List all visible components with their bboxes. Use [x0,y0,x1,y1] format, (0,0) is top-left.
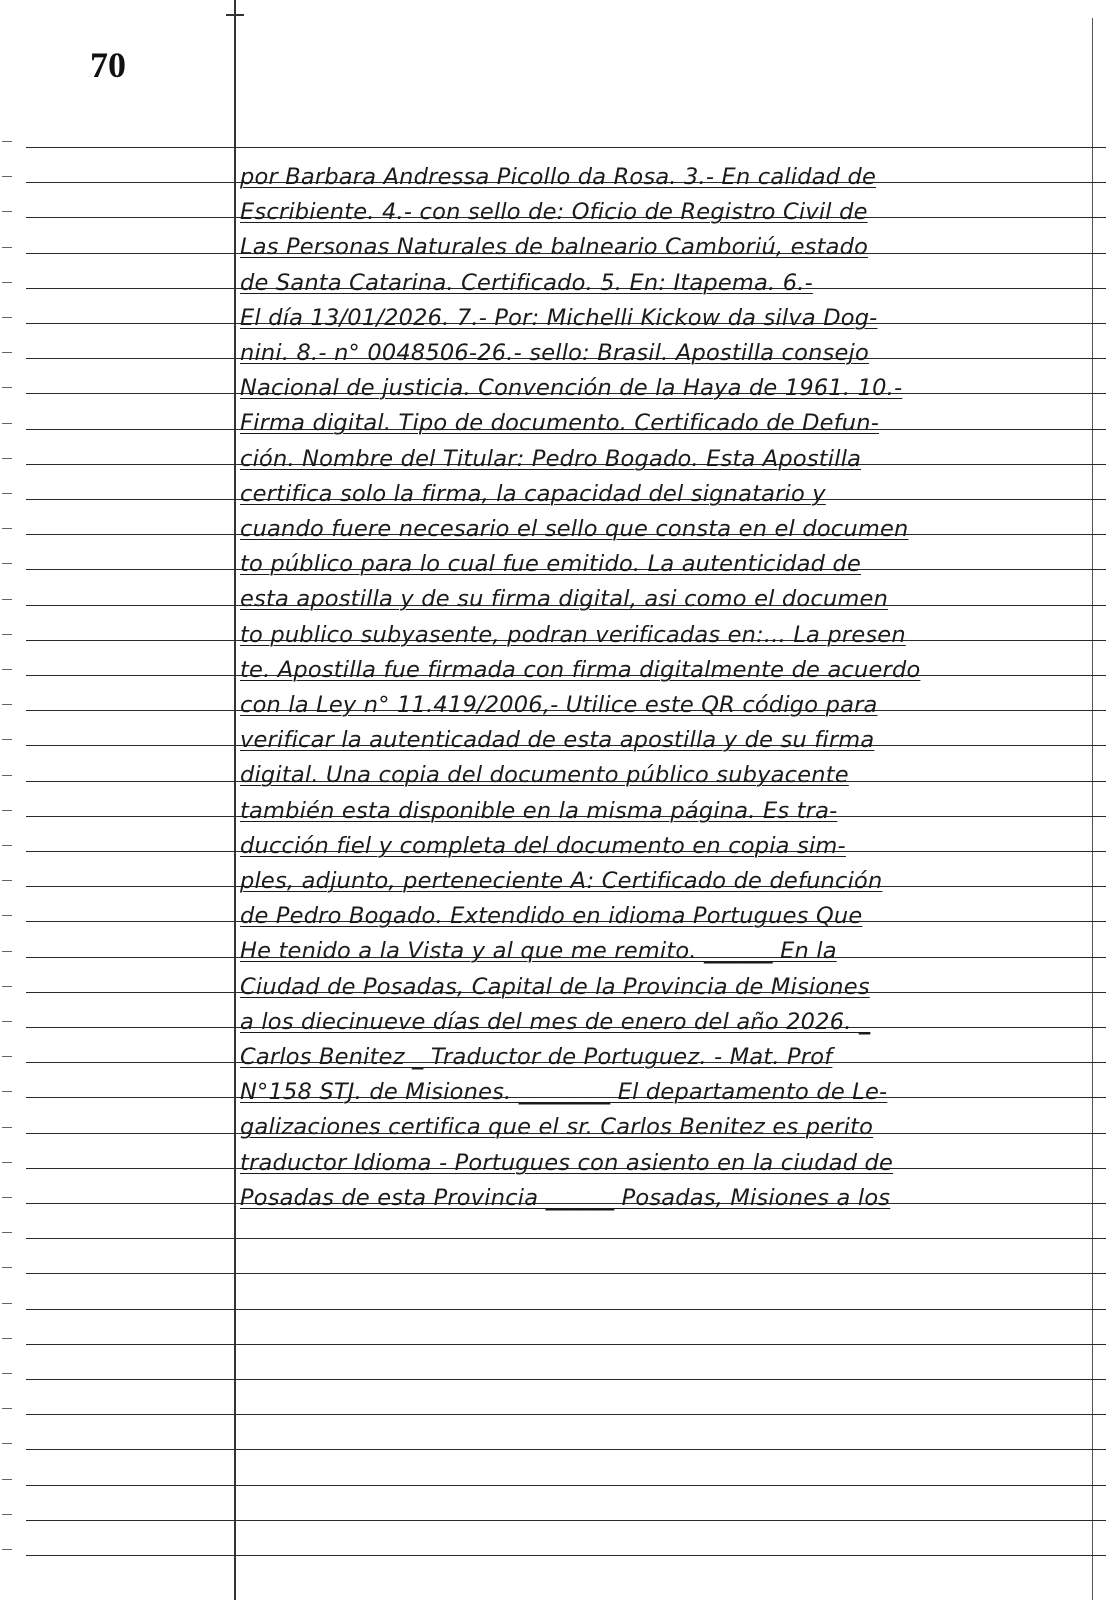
margin-mark [2,247,12,248]
margin-mark [2,1091,12,1092]
margin-mark [2,423,12,424]
margin-mark [2,387,12,388]
margin-mark [2,810,12,811]
ruled-line [26,1309,1106,1310]
text-line: Nacional de justicia. Convención de la Haya de 1961. 10.- [240,375,903,401]
margin-mark [2,1338,12,1339]
ruled-line [26,1344,1106,1345]
margin-mark [2,739,12,740]
margin-mark [2,563,12,564]
ruled-line [26,1520,1106,1521]
margin-mark [2,880,12,881]
text-line: de Pedro Bogado. Extendido en idioma Portugues Que [240,903,863,929]
margin-mark [2,1162,12,1163]
ruled-line [26,1449,1106,1450]
margin-mark [2,704,12,705]
page-number: 70 [90,45,126,85]
text-line: N°158 STJ. de Misiones. ________ El departamento de Le- [240,1079,888,1105]
text-line: con la Ley n° 11.419/2006,- Utilice este QR código para [240,692,878,718]
margin-mark [2,1373,12,1374]
margin-mark [2,282,12,283]
margin-mark [2,669,12,670]
text-line: también esta disponible en la misma página. Es tra- [240,798,838,824]
text-line: El día 13/01/2026. 7.- Por: Michelli Kickow da silva Dog- [240,305,878,331]
text-line: te. Apostilla fue firmada con firma digitalmente de acuerdo [240,657,921,683]
ruled-line [26,1555,1106,1556]
text-line: nini. 8.- n° 0048506-26.- sello: Brasil. Apostilla consejo [240,340,869,366]
margin-mark [2,1127,12,1128]
text-line: Carlos Benitez _ Traductor de Portuguez. - Mat. Prof [240,1044,833,1070]
ruled-line [26,1485,1106,1486]
text-line: de Santa Catarina. Certificado. 5. En: Itapema. 6.- [240,270,813,296]
margin-mark [2,951,12,952]
text-line: Escribiente. 4.- con sello de: Oficio de Registro Civil de [240,199,868,225]
margin-mark [2,211,12,212]
margin-mark [2,915,12,916]
text-line: cuando fuere necesario el sello que consta en el documen [240,516,909,542]
margin-mark [2,493,12,494]
margin-mark [2,1514,12,1515]
text-line: Posadas de esta Provincia ______ Posadas, Misiones a los [240,1185,891,1211]
text-line: Las Personas Naturales de balneario Camboriú, estado [240,234,869,260]
ruled-line [26,1238,1106,1239]
margin-mark [2,1056,12,1057]
text-line: esta apostilla y de su firma digital, asi como el documen [240,586,889,612]
ruled-line [26,1273,1106,1274]
margin-mark [2,317,12,318]
text-line: to publico subyasente, podran verificadas en:... La presen [240,622,906,648]
margin-mark [2,1197,12,1198]
text-line: digital. Una copia del documento público subyacente [240,762,849,788]
ruled-line [26,147,1106,148]
margin-mark [2,599,12,600]
margin-mark [2,1549,12,1550]
text-line: a los diecinueve días del mes de enero del año 2026. _ [240,1009,871,1035]
ruled-line [26,1414,1106,1415]
margin-mark [2,845,12,846]
text-line: He tenido a la Vista y al que me remito. ______ En la [240,938,837,964]
margin-mark [2,1479,12,1480]
margin-mark [2,1443,12,1444]
margin-mark [2,1267,12,1268]
margin-mark [2,176,12,177]
margin-mark [2,1408,12,1409]
margin-mark [2,775,12,776]
margin-mark [2,528,12,529]
text-line: por Barbara Andressa Picollo da Rosa. 3.- En calidad de [240,164,877,190]
margin-mark [2,141,12,142]
margin-mark [2,352,12,353]
text-line: Ciudad de Posadas, Capital de la Provincia de Misiones [240,974,870,1000]
margin-mark [2,1232,12,1233]
text-line: traductor Idioma - Portugues con asiento en la ciudad de [240,1150,894,1176]
margin-mark [2,1303,12,1304]
text-line: ducción fiel y completa del documento en copia sim- [240,833,846,859]
text-line: ples, adjunto, perteneciente A: Certificado de defunción [240,868,883,894]
margin-mark [2,986,12,987]
text-line: ción. Nombre del Titular: Pedro Bogado. Esta Apostilla [240,446,862,472]
ruled-line [26,1379,1106,1380]
margin-mark [2,1021,12,1022]
margin-mark [2,634,12,635]
text-line: to público para lo cual fue emitido. La autenticidad de [240,551,861,577]
text-line: certifica solo la firma, la capacidad del signatario y [240,481,826,507]
text-line: verificar la autenticadad de esta apostilla y de su firma [240,727,875,753]
margin-mark [2,458,12,459]
text-line: Firma digital. Tipo de documento. Certificado de Defun- [240,410,880,436]
text-line: galizaciones certifica que el sr. Carlos Benitez es perito [240,1114,874,1140]
